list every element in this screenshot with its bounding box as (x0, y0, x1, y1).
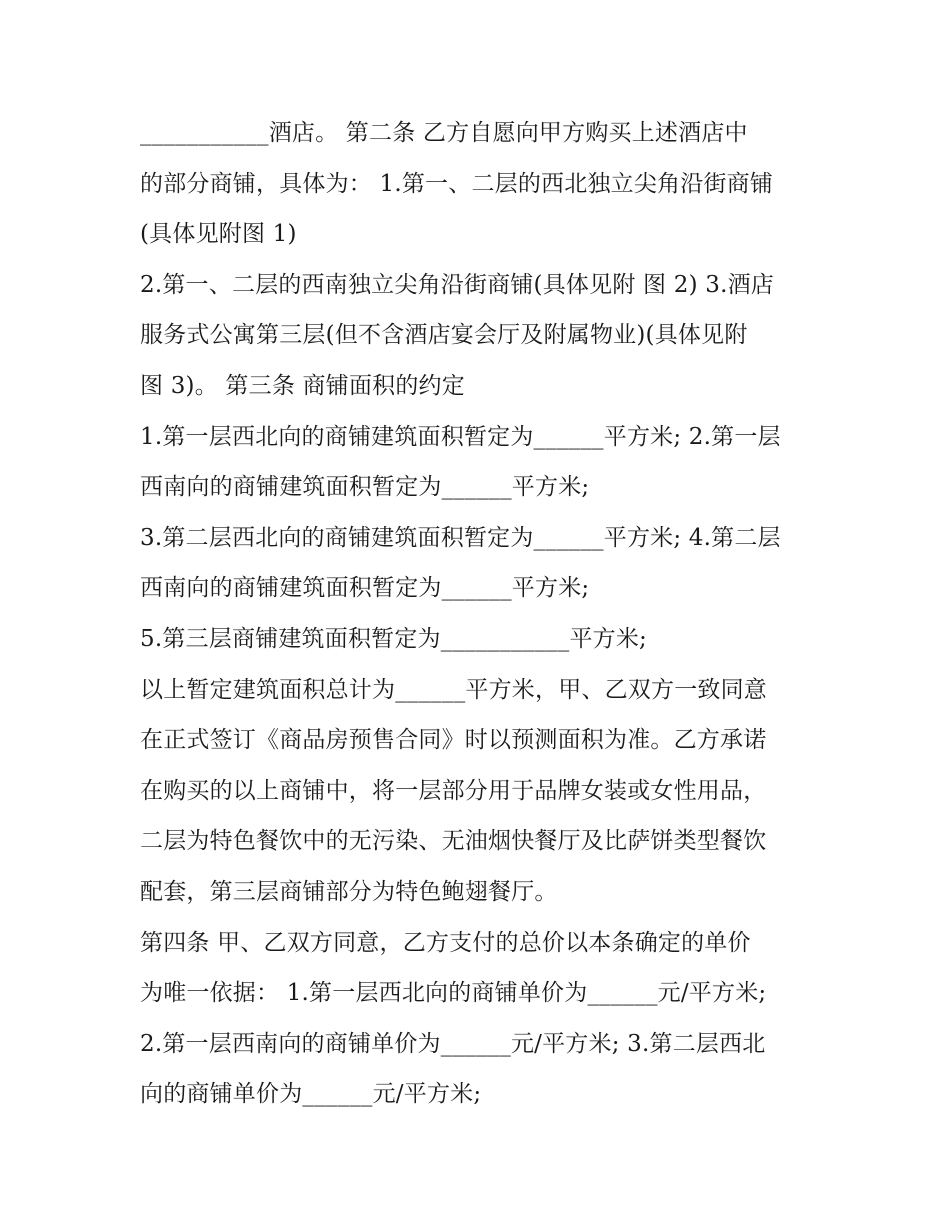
text-line: 西南向的商铺建筑面积暂定为______平方米; (140, 474, 590, 501)
text-line: 第四条 甲、乙双方同意，乙方支付的总价以本条确定的单价 (140, 929, 751, 956)
text-line: 2.第一层西南向的商铺单价为______元/平方米; 3.第二层西北 (140, 1030, 766, 1057)
text-line: 西南向的商铺建筑面积暂定为______平方米; (140, 575, 590, 602)
text-line: 3.第二层西北向的商铺建筑面积暂定为______平方米; 4.第二层 (140, 524, 781, 551)
text-line: 服务式公寓第三层(但不含酒店宴会厅及附属物业)(具体见附 (140, 322, 748, 349)
text-line: 图 3)。 第三条 商铺面积的约定 (140, 372, 465, 399)
text-line: 配套，第三层商铺部分为特色鲍翅餐厅。 (140, 878, 558, 905)
contract-text (140, 108, 820, 1120)
text-line: 的部分商铺，具体为： 1.第一、二层的西北独立尖角沿街商铺 (140, 170, 774, 197)
text-line: 在购买的以上商铺中，将一层部分用于品牌女装或女性用品， (140, 777, 767, 804)
text-line: 为唯一依据： 1.第一层西北向的商铺单价为______元/平方米; (140, 980, 767, 1007)
text-line: 2.第一、二层的西南独立尖角沿街商铺(具体见附 图 2) 3.酒店 (140, 271, 775, 298)
text-line: 1.第一层西北向的商铺建筑面积暂定为______平方米; 2.第一层 (140, 423, 781, 450)
text-line: ___________酒店。 第二条 乙方自愿向甲方购买上述酒店中 (140, 120, 748, 146)
text-line: 在正式签订《商品房预售合同》时以预测面积为准。乙方承诺 (140, 727, 767, 754)
text-line: 二层为特色餐饮中的无污染、无油烟快餐厅及比萨饼类型餐饮 (140, 828, 767, 855)
text-line: 5.第三层商铺建筑面积暂定为___________平方米; (140, 625, 647, 652)
text-line: (具体见附图 1) (140, 221, 297, 248)
text-line: 向的商铺单价为______元/平方米; (140, 1081, 482, 1108)
text-line: 以上暂定建筑面积总计为______平方米，甲、乙双方一致同意 (140, 676, 767, 703)
